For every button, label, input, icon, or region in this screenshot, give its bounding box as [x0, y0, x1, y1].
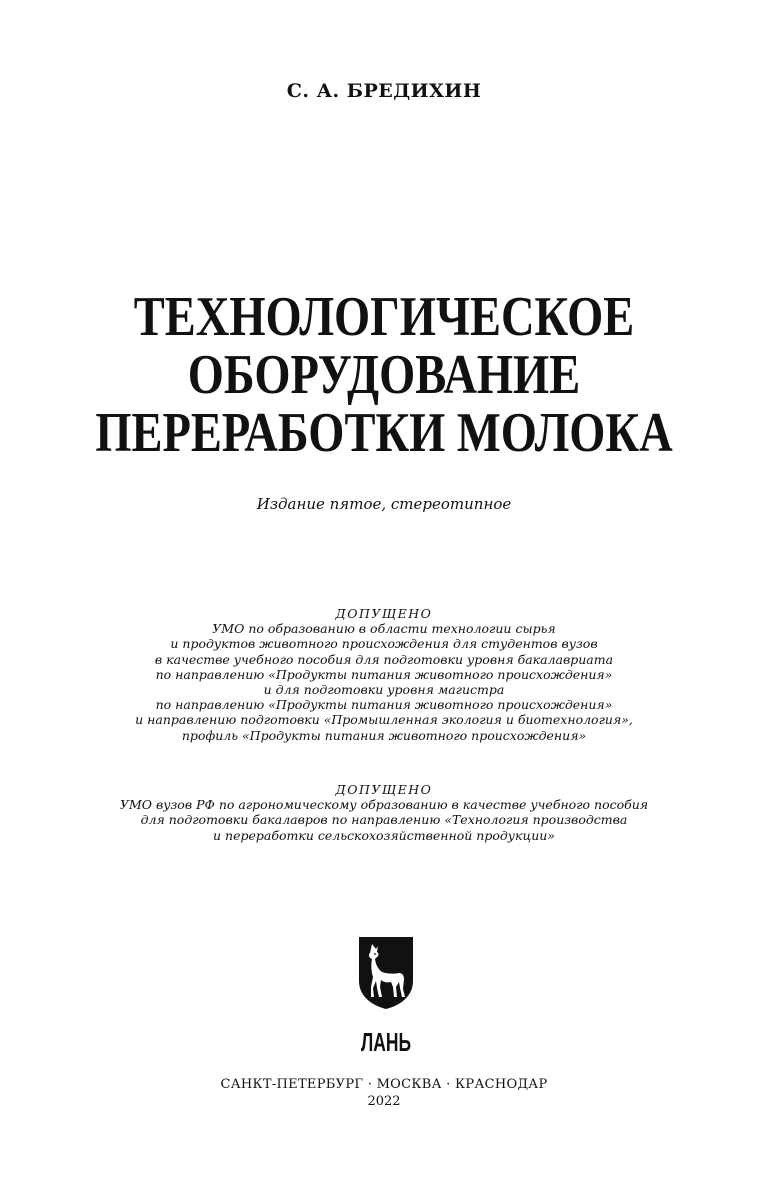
approval-line: для подготовки бакалавров по направлению «Технология производства [140, 812, 628, 828]
approval-line: и направлению подготовки «Промышленная экология и биотехнология», [135, 712, 633, 728]
approval-line: в качестве учебного пособия для подготовки уровня бакалавриата [154, 651, 614, 667]
book-title [0, 288, 768, 462]
approval-line: УМО по образованию в области технологии сырья [212, 621, 556, 637]
book-title-line: ТЕХНОЛОГИЧЕСКОЕ [133, 286, 635, 348]
approval-heading: ДОПУЩЕНО [335, 606, 433, 621]
approval-line: профиль «Продукты питания животного происхождения» [181, 727, 587, 743]
book-title-line: ПЕРЕРАБОТКИ МОЛОКА [95, 402, 673, 464]
publisher-cities: САНКТ-ПЕТЕРБУРГ · МОСКВА · КРАСНОДАР [220, 1077, 548, 1092]
approval-line: и продуктов животного происхождения для студентов вузов [170, 636, 598, 652]
approval-line: и переработки сельскохозяйственной продукции» [213, 827, 555, 843]
deer-icon [359, 937, 413, 1009]
publisher-logo [356, 935, 416, 1057]
approval-heading: ДОПУЩЕНО [335, 782, 433, 797]
edition-note: Издание пятое, стереотипное [256, 495, 512, 513]
approval-block-2 [0, 782, 768, 843]
publication-year: 2022 [367, 1094, 401, 1109]
author-name: С. А. БРЕДИХИН [286, 80, 482, 102]
approval-line: УМО вузов РФ по агрономическому образованию в качестве учебного пособия [119, 797, 649, 813]
approval-line: и для подготовки уровня магистра [263, 682, 505, 698]
approval-block-1 [0, 606, 768, 743]
publisher-logo-text: ЛАНЬ [361, 1027, 411, 1057]
approval-line: по направлению «Продукты питания животного происхождения» [155, 666, 613, 682]
book-title-line: ОБОРУДОВАНИЕ [187, 344, 581, 406]
approval-line: по направлению «Продукты питания животного происхождения» [155, 697, 613, 713]
